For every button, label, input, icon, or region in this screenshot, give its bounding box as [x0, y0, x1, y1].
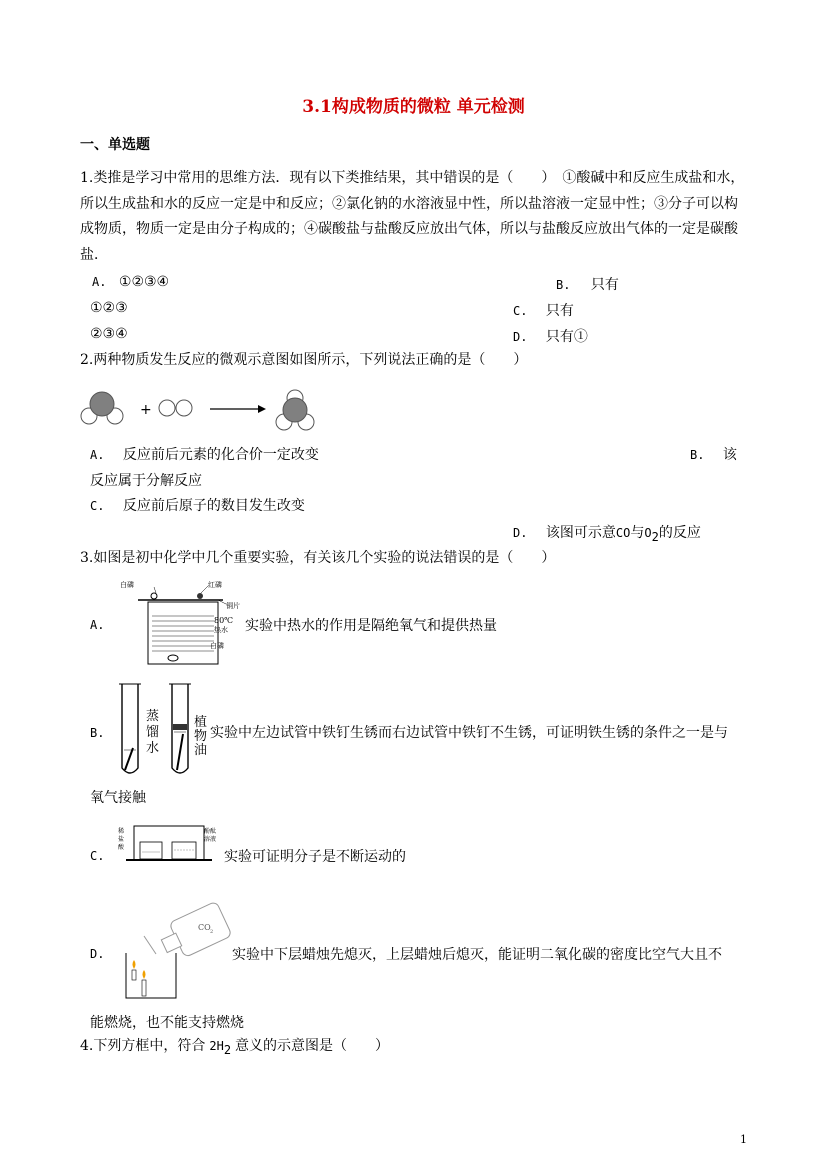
q3-option-c-letter[interactable]: C.	[90, 849, 105, 863]
label-red-phosphorus: 红磷	[208, 581, 222, 589]
figure-phosphorus-combustion	[118, 578, 246, 668]
q2-option-b-text: 该	[722, 447, 737, 463]
q3-option-a-letter[interactable]: A.	[90, 618, 105, 632]
label-white-phosphorus-top: 白磷	[120, 581, 134, 589]
label-white-phosphorus-bottom: 白磷	[210, 642, 224, 650]
label-phenolphthalein-2: 溶液	[204, 836, 217, 843]
reaction-diagram	[78, 386, 338, 436]
q1-option-c-text: 只有	[545, 303, 574, 319]
reactant-molecule-1	[81, 392, 123, 424]
label-dilute-3: 酸	[118, 844, 125, 851]
label-vegetable-1: 植	[194, 715, 208, 730]
q1-option-c[interactable]	[513, 300, 574, 320]
q2-option-c[interactable]	[90, 495, 305, 515]
page-title: 3.1构成物质的微粒 单元检测	[302, 97, 525, 117]
q1-option-a-letter: A.	[92, 275, 107, 289]
plus-sign: +	[140, 402, 152, 418]
q1-option-a[interactable]	[92, 274, 169, 290]
label-phenolphthalein-1: 酚酞	[204, 828, 217, 835]
q2-option-d-post: 的反应	[658, 525, 701, 541]
q4-formula: 2H	[209, 1039, 224, 1053]
q2-option-c-text: 反应前后原子的数目发生改变	[122, 498, 305, 514]
label-dilute-2: 盐	[118, 836, 125, 843]
q2-option-d-co: CO	[615, 526, 631, 540]
question-2-text: 2.两种物质发生反应的微观示意图如图所示，下列说法正确的是（ ）	[80, 352, 528, 368]
label-vegetable-3: 油	[194, 743, 208, 758]
product-molecule	[276, 390, 314, 430]
reaction-arrow	[210, 405, 266, 413]
q1-option-b-letter: B.	[556, 278, 571, 292]
section-heading: 一、单选题	[80, 137, 150, 153]
q2-option-d-letter: D.	[513, 526, 528, 540]
q1-option-c-letter: C.	[513, 304, 528, 318]
q1-option-b[interactable]	[556, 274, 619, 294]
q4-post: 意义的示意图是（ ）	[235, 1038, 390, 1054]
figure-co2-candles	[116, 898, 234, 1003]
q2-option-d-mid: 与	[630, 525, 645, 541]
q1-option-b-text: 只有	[590, 277, 619, 293]
q4-pre: 4.下列方框中，符合	[80, 1038, 206, 1054]
label-co2: CO	[198, 923, 211, 932]
q1-option-a-text: ①②③④	[118, 274, 170, 290]
q3-option-b-continued: 氧气接触	[90, 790, 146, 806]
q1-option-d-text: 只有①	[545, 329, 588, 345]
q2-option-b-continued: 反应属于分解反应	[90, 473, 202, 489]
q2-option-a-text: 反应前后元素的化合价一定改变	[122, 447, 319, 463]
label-hot-water: 热水	[214, 626, 228, 634]
q4-sub: 2	[223, 1042, 232, 1057]
figure-molecular-motion	[116, 822, 226, 864]
q3-option-d-continued: 能燃烧，也不能支持燃烧	[90, 1015, 244, 1031]
label-dilute-1: 稀	[118, 828, 125, 835]
page-number: 1	[740, 1133, 747, 1146]
question-1-text: 1.类推是学习中常用的思维方法．现有以下类推结果，其中错误的是（ ） ①酸碱中和反应生成盐和水，所以生成盐和水的反应一定是中和反应；②氯化钠的水溶液显中性，所以盐溶液一定显中性；③分子可以构成物质，物质一定是由分子构成的；④碳酸盐与盐酸反应放出气体，所以与盐酸反应放出气体的一定是碳酸盐．	[80, 170, 745, 263]
q3-option-a-text: 实验中热水的作用是隔绝氧气和提供热量	[245, 618, 497, 634]
q2-option-b-letter: B.	[690, 448, 705, 462]
q1-option-d-letter: D.	[513, 330, 528, 344]
figure-iron-rusting	[116, 680, 211, 780]
question-4-text	[80, 1035, 389, 1057]
q2-option-d[interactable]	[513, 522, 701, 544]
q3-option-c-text: 实验可证明分子是不断运动的	[224, 849, 406, 865]
q2-option-d-o: O	[644, 526, 652, 540]
q3-option-b-text: 实验中左边试管中铁钉生锈而右边试管中铁钉不生锈，可证明铁生锈的条件之一是与	[210, 725, 728, 741]
label-distilled-3: 水	[146, 741, 160, 756]
q2-option-d-sub: 2	[651, 529, 659, 544]
label-80c: 80℃	[214, 616, 234, 625]
label-copper-sheet: 铜片	[226, 602, 240, 610]
q3-option-b-letter[interactable]: B.	[90, 726, 105, 740]
q1-option-b-continued: ①②③	[90, 300, 128, 316]
reactant-molecule-2	[159, 400, 192, 416]
q2-option-d-pre: 该图可示意	[545, 525, 616, 541]
q3-option-d-letter[interactable]: D.	[90, 947, 105, 961]
label-distilled-2: 馏	[146, 725, 160, 740]
label-co2-sub: 2	[210, 929, 214, 935]
question-3-text: 3.如图是初中化学中几个重要实验，有关该几个实验的说法错误的是（ ）	[80, 550, 556, 566]
q2-option-b[interactable]	[690, 444, 737, 464]
q2-option-a-letter: A.	[90, 448, 105, 462]
label-vegetable-2: 物	[194, 729, 208, 744]
q1-option-d[interactable]	[513, 326, 588, 346]
q2-option-c-letter: C.	[90, 499, 105, 513]
label-distilled-1: 蒸	[146, 709, 160, 724]
q2-option-a[interactable]	[90, 444, 319, 464]
q1-option-c-continued: ②③④	[90, 326, 128, 342]
q3-option-d-text: 实验中下层蜡烛先熄灭，上层蜡烛后熄灭，能证明二氧化碳的密度比空气大且不	[232, 947, 722, 963]
